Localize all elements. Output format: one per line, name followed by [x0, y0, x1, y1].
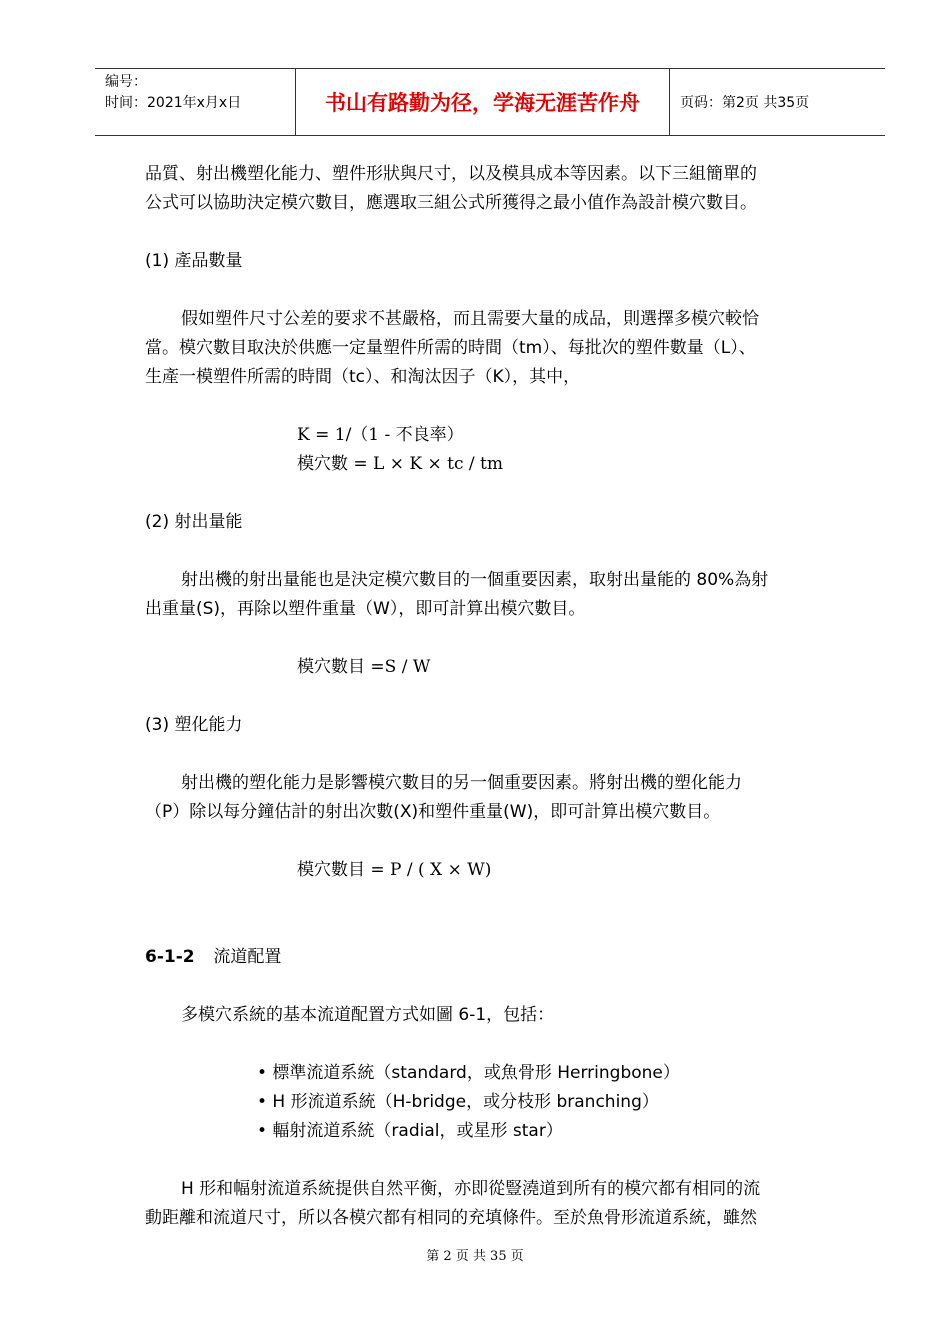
intro-line-1: 品質、射出機塑化能力、塑件形狀與尺寸，以及模具成本等因素。以下三組簡單的 [145, 164, 757, 184]
section-2-title: (2) 射出量能 [145, 512, 243, 532]
header-page-info: 页码：第2页 共35页 [680, 95, 810, 111]
s612-para: 多模穴系統的基本流道配置方式如圖 6-1，包括： [181, 1005, 555, 1025]
runner-type-list [145, 1059, 845, 1146]
number-label: 编号： [105, 74, 147, 90]
s3-para-line-1: 射出機的塑化能力是影響模穴數目的另一個重要因素。將射出機的塑化能力 [181, 773, 742, 793]
section-3-title: (3) 塑化能力 [145, 715, 243, 735]
formula-cavities: 模穴數 = L × K × tc / tm [297, 454, 503, 474]
s1-para-line-3: 生產一模塑件所需的時間（tc）、和淘汰因子（K），其中， [145, 367, 581, 387]
formula-k: K = 1/（1 - 不良率） [297, 425, 464, 445]
document-body [145, 160, 845, 1233]
s2-para-line-2: 出重量(S)，再除以塑件重量（W），即可計算出模穴數目。 [145, 599, 586, 619]
section-1-title: (1) 產品數量 [145, 251, 243, 271]
time-label: 时间：2021年x月x日 [105, 95, 242, 111]
formula-shot: 模穴數目 =S / W [297, 657, 431, 677]
header-motto: 书山有路勤为径，学海无涯苦作舟 [296, 69, 670, 135]
intro-line-2: 公式可以協助決定模穴數目，應選取三組公式所獲得之最小值作為設計模穴數目。 [145, 193, 757, 213]
list-item: • 輻射流道系統（radial，或星形 star） [257, 1121, 563, 1141]
page-header [95, 68, 885, 136]
list-item: • 標準流道系統（standard，或魚骨形 Herringbone） [257, 1063, 680, 1083]
header-meta [95, 69, 296, 135]
section-612-heading [145, 943, 845, 972]
s1-para-line-1: 假如塑件尺寸公差的要求不甚嚴格，而且需要大量的成品，則選擇多模穴較恰 [181, 309, 759, 329]
section-612-number: 6-1-2 [145, 947, 195, 967]
s1-para-line-2: 當。模穴數目取決於供應一定量塑件所需的時間（tm）、每批次的塑件數量（L）、 [145, 338, 756, 358]
s2-para-line-1: 射出機的射出量能也是決定模穴數目的一個重要因素，取射出量能的 80%為射 [181, 570, 769, 590]
section-612-title: 流道配置 [213, 947, 282, 967]
s3-para-line-2: （P）除以每分鐘估計的射出次數(X)和塑件重量(W)，即可計算出模穴數目。 [145, 802, 721, 822]
formula-plastic: 模穴數目 = P / ( X × W) [297, 860, 492, 880]
list-item: • H 形流道系統（H-bridge，或分枝形 branching） [257, 1092, 659, 1112]
page-footer: 第 2 页 共 35 页 [426, 1249, 524, 1264]
final-para-line-1: H 形和幅射流道系統提供自然平衡，亦即從豎澆道到所有的模穴都有相同的流 [181, 1179, 761, 1199]
final-para-line-2: 動距離和流道尺寸，所以各模穴都有相同的充填條件。至於魚骨形流道系統，雖然 [145, 1208, 757, 1228]
